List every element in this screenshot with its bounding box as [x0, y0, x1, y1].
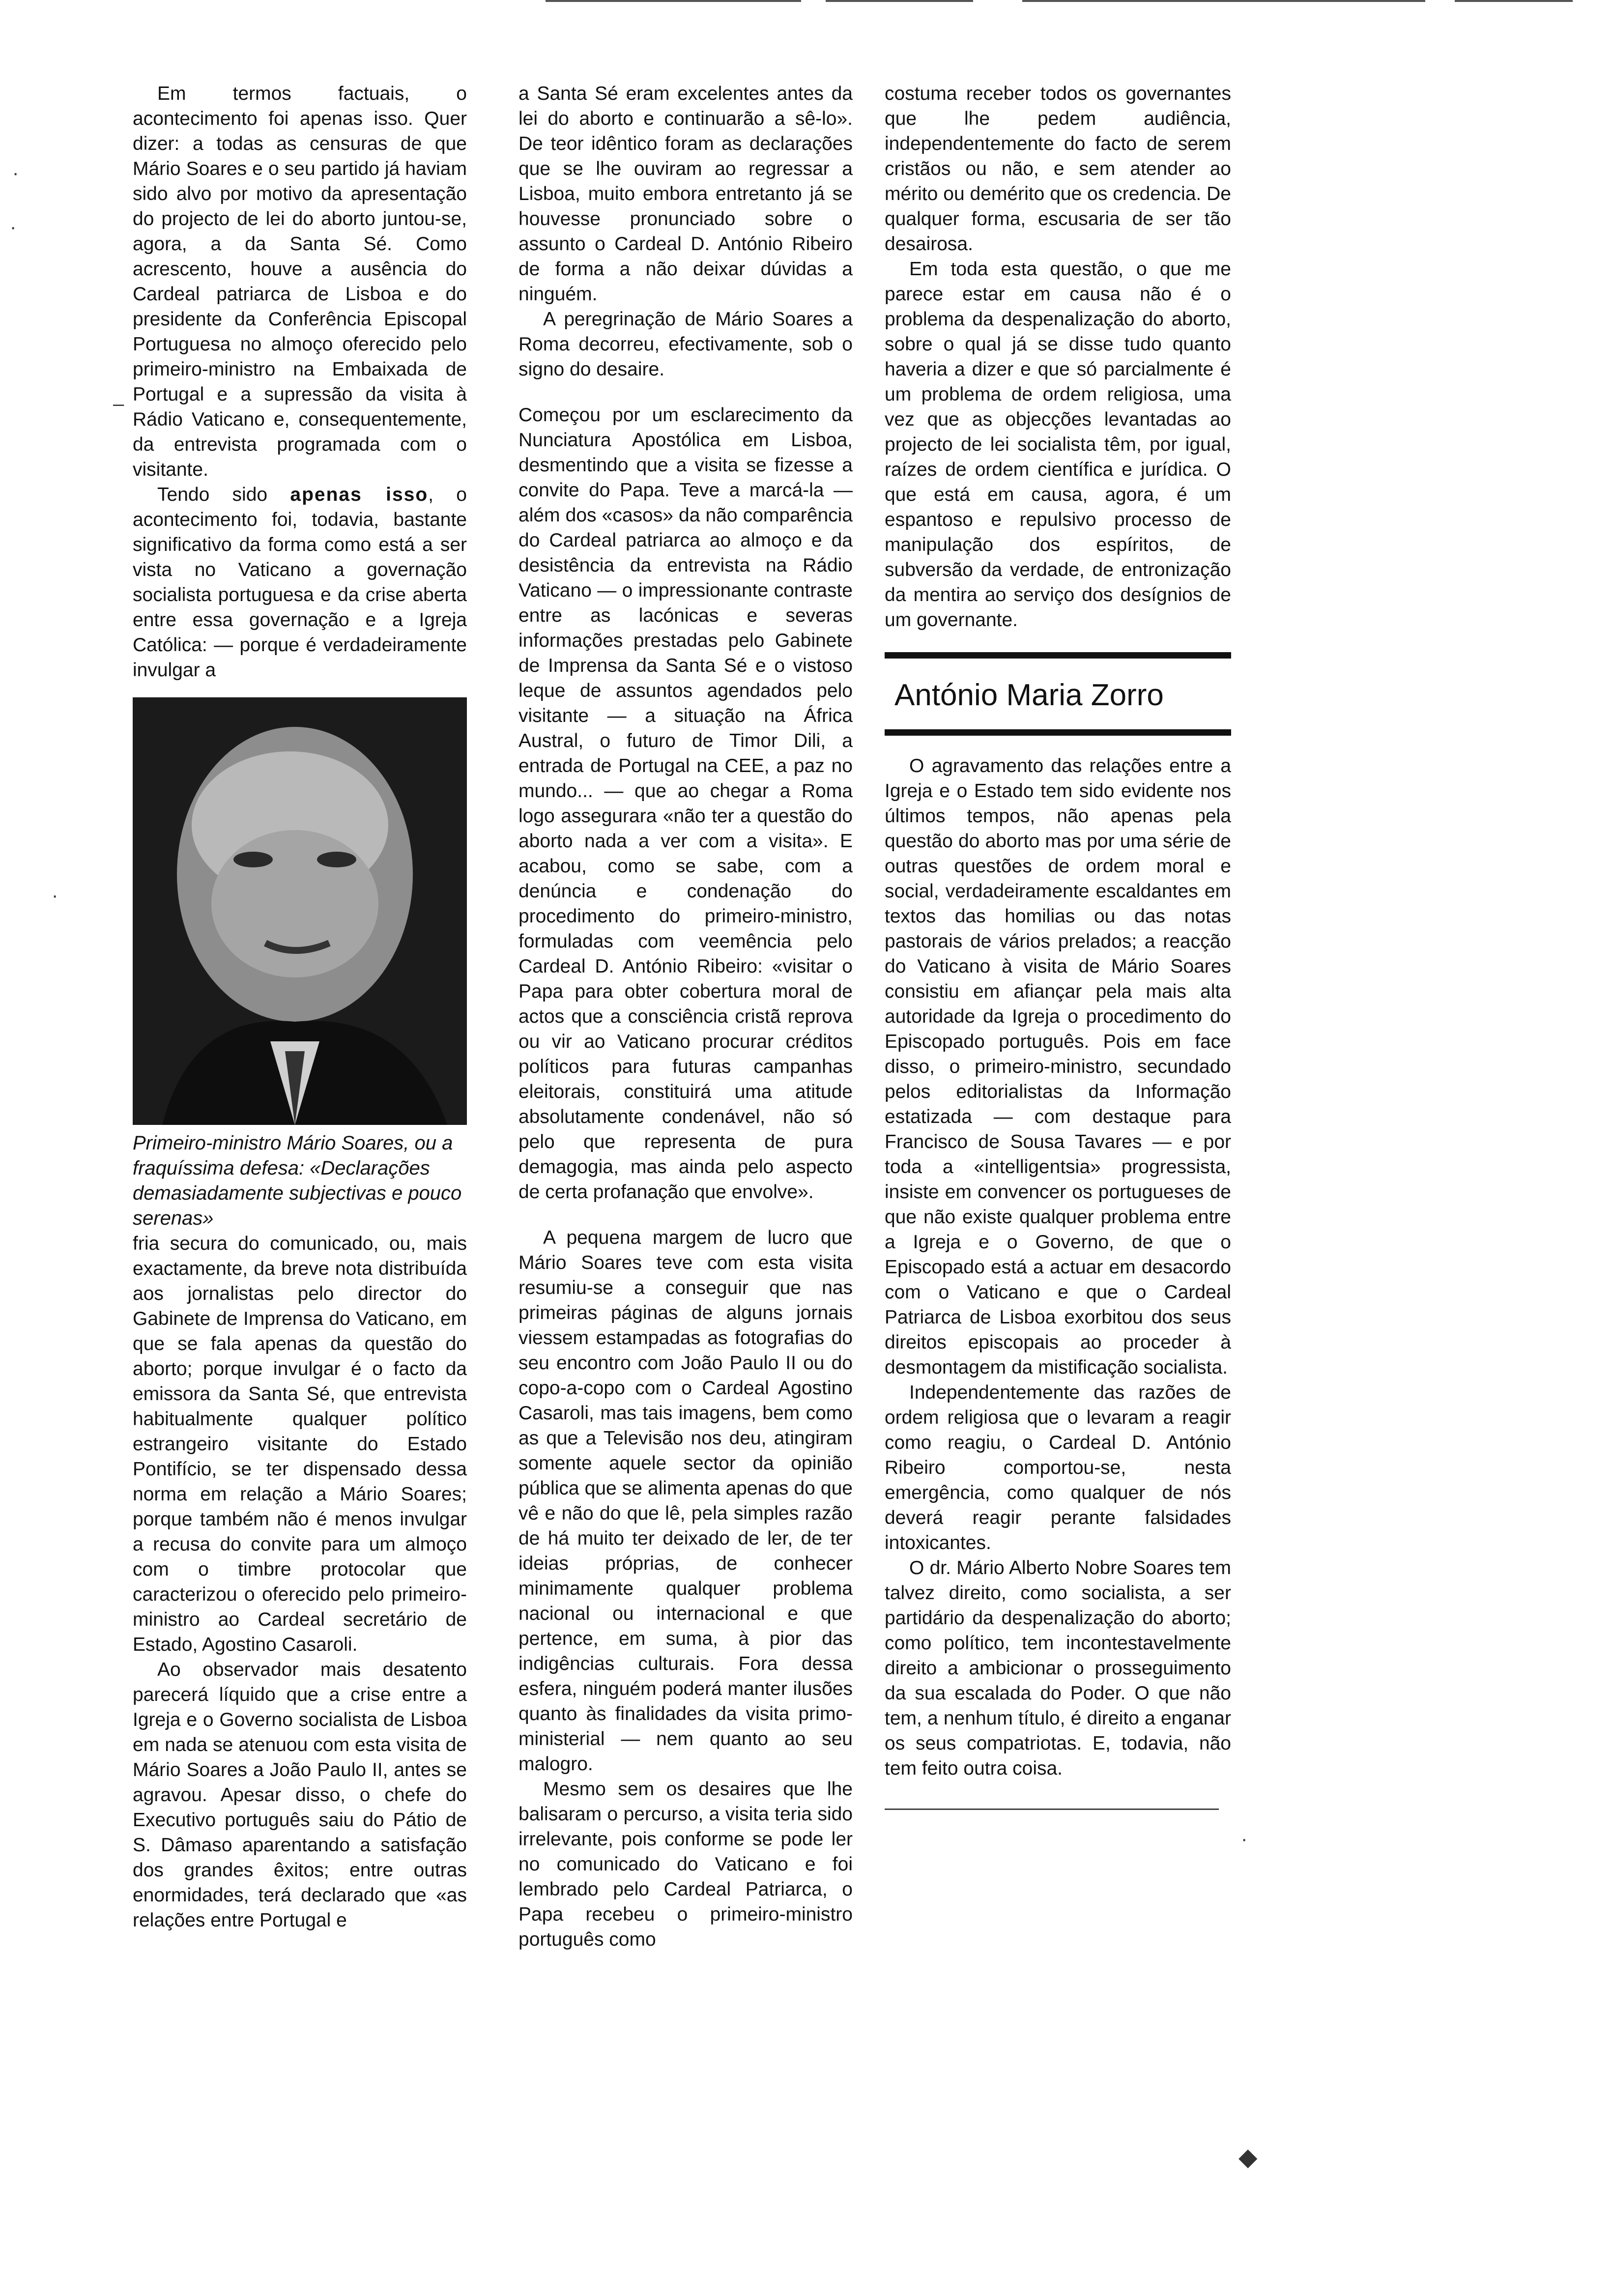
- portrait-image: [133, 697, 467, 1125]
- photo-caption: Primeiro-ministro Mário Soares, ou a fraquíssima defesa: «Declarações demasiadamente subjectivas e pouco serenas»: [133, 1132, 462, 1229]
- scan-mark: ◆: [1238, 2143, 1258, 2171]
- scan-mark: ·: [1241, 1828, 1248, 1850]
- article-paragraph: Mesmo sem os desaires que lhe balisaram o percurso, a visita teria sido irrelevante, pois conforme se pode ler no comunicado do Vaticano e foi lembrado pelo Cardeal Patriarca, o Papa recebeu o primeiro-ministro português como: [518, 1779, 853, 1950]
- article-paragraph: O dr. Mário Alberto Nobre Soares tem talvez direito, como socialista, a ser partidário da despenalização do aborto; como político, tem incontestavelmente direito a ambicionar o prosseguimento da sua escalada do Poder. O que não tem, a nenhum título, é direito a enganar os seus compatriotas. E, todavia, não tem feito outra coisa.: [885, 1557, 1231, 1779]
- top-rule: [546, 0, 801, 2]
- column-3: [885, 81, 1231, 1810]
- byline-rule-top: [885, 652, 1231, 659]
- article-paragraph: a Santa Sé eram excelentes antes da lei do aborto e continuarão a sê-lo». De teor idêntico foram as declarações que se lhe ouviram ao regressar a Lisboa, muito embora entretanto já se houvesse pronunciado sobre o assunto o Cardeal D. António Ribeiro de forma a não deixar dúvidas a ninguém.: [518, 83, 853, 305]
- article-paragraph: Começou por um esclarecimento da Nunciatura Apostólica em Lisboa, desmentindo que a visita se fizesse a convite do Papa. Teve a marcá-la — além dos «casos» da não comparência do Cardeal patriarca ao almoço e da desistência da entrevista na Rádio Vaticano — o impressionante contraste entre as lacónicas e severas informações prestadas pelo Gabinete de Imprensa da Santa Sé e o vistoso leque de assuntos agendados pelo visitante — a situação na África Austral, o futuro de Timor Dili, a entrada de Portugal na CEE, a paz no mundo... — que ao chegar a Roma logo assegurara «não ter a questão do aborto nada a ver com a visita». E acabou, como se sabe, com a denúncia e condenação do procedimento do primeiro-ministro, formuladas com veemência pelo Cardeal D. António Ribeiro: «visitar o Papa para obter cobertura moral de actos que a consciência cristã reprova ou vir ao Vaticano procurar créditos políticos para futuras campanhas eleitorais, constituirá uma atitude absolutamente condenável, não só pelo que representa de pura demagogia, mas ainda pelo aspecto de certa profanação que envolve».: [518, 404, 853, 1203]
- byline-rule-bottom: [885, 729, 1231, 736]
- column-2: [518, 81, 853, 1952]
- article-paragraph: costuma receber todos os governantes que lhe pedem audiência, independentemente do facto de serem cristãos ou não, e sem atender ao mérito ou demérito que os credencia. De qualquer forma, escusaria de ser tão desairosa.: [885, 83, 1231, 255]
- article-paragraph: fria secura do comunicado, ou, mais exactamente, da breve nota distribuída aos jornalistas pelo director do Gabinete de Imprensa do Vaticano, em que se fala apenas da questão do aborto; porque invulgar é o facto da emissora da Santa Sé, que entrevista habitualmente qualquer político estrangeiro visitante do Estado Pontifício, se ter dispensado dessa norma em relação a Mário Soares; porque também não é menos invulgar a recusa do convite para um almoço com o timbre protocolar que caracterizou o oferecido pelo primeiro-ministro ao Cardeal secretário de Estado, Agostino Casaroli.: [133, 1233, 467, 1655]
- article-paragraph: Em toda esta questão, o que me parece estar em causa não é o problema da despenalização do aborto, sobre o qual já se disse tudo quanto haveria a dizer e que só parcialmente é um problema de ordem religiosa, uma vez que as objecções levantadas ao projecto de lei socialista têm, por igual, raízes de ordem científica e jurídica. O que está em causa, agora, é um espantoso e repulsivo processo de manipulação dos espíritos, de subversão da verdade, de entronização da mentira ao serviço dos desígnios de um governante.: [885, 258, 1231, 631]
- scan-mark: ·: [52, 885, 58, 906]
- scan-mark: ·: [12, 162, 19, 184]
- article-paragraph: Tendo sido apenas isso, o acontecimento foi, todavia, bastante significativo da forma como está a ser vista no Vaticano a governação socialista portuguesa e da crise aberta entre essa governação e a Igreja Católica: — porque é verdadeiramente invulgar a: [133, 484, 467, 681]
- author-byline: António Maria Zorro: [894, 678, 1164, 712]
- article-paragraph: Em termos factuais, o acontecimento foi apenas isso. Quer dizer: a todas as censuras de que Mário Soares e o seu partido já haviam sido alvo por motivo da apresentação do projecto de lei do aborto juntou-se, agora, a da Santa Sé. Como acrescento, houve a ausência do Cardeal patriarca de Lisboa e do presidente da Conferência Episcopal Portuguesa no almoço oferecido pelo primeiro-ministro na Embaixada de Portugal e a supressão da visita à Rádio Vaticano e, consequentemente, da entrevista programada com o visitante.: [133, 83, 467, 480]
- top-rule: [1455, 0, 1573, 2]
- scan-mark: –: [113, 393, 124, 415]
- top-rule: [826, 0, 973, 2]
- article-paragraph: O agravamento das relações entre a Igreja e o Estado tem sido evidente nos últimos tempos, não apenas pela questão do aborto mas por uma série de outras questões de ordem moral e social, verdadeiramente escaldantes em textos das homilias ou das notas pastorais de vários prelados; a reacção do Vaticano à visita de Mário Soares consistiu em afiançar pela mais alta autoridade da Igreja o procedimento do Episcopado português. Pois em face disso, o primeiro-ministro, secundado pelos editorialistas da Informação estatizada — com destaque para Francisco de Sousa Tavares — e por toda a «intelligentsia» progressista, insiste em convencer os portugueses de que não existe qualquer problema entre a Igreja e o Governo, de que o Episcopado está a actuar em desacordo com o Vaticano e que o Cardeal Patriarca de Lisboa exorbitou dos seus direitos episcopais ao proceder à desmontagem da mistificação socialista.: [885, 755, 1231, 1378]
- article-paragraph: Ao observador mais desatento parecerá líquido que a crise entre a Igreja e o Governo socialista de Lisboa em nada se atenuou com esta visita de Mário Soares a João Paulo II, antes se agravou. Apesar disso, o chefe do Executivo português saiu do Pátio de S. Dâmaso aparentando a satisfação dos grandes êxitos; entre outras enormidades, terá declarado que «as relações entre Portugal e: [133, 1659, 467, 1931]
- article-paragraph: A pequena margem de lucro que Mário Soares teve com esta visita resumiu-se a conseguir que nas primeiras páginas de alguns jornais viessem estampadas as fotografias do seu encontro com João Paulo II ou do copo-a-copo com o Cardeal Agostino Casaroli, mas tais imagens, bem como as que a Televisão nos deu, atingiram somente aquele sector da opinião pública que se alimenta apenas do que vê e não do que lê, pela simples razão de há muito ter deixado de ler, de ter ideias próprias, de conhecer minimamente qualquer problema nacional ou internacional e que pertence, em suma, à pior das indigências culturais. Fora dessa esfera, ninguém poderá manter ilusões quanto às finalidades da visita primo-ministerial — nem quanto ao seu malogro.: [518, 1227, 853, 1775]
- column-1: [133, 81, 467, 1933]
- end-rule: [885, 1808, 1219, 1810]
- article-paragraph: Independentemente das razões de ordem religiosa que o levaram a reagir como reagiu, o Cardeal D. António Ribeiro comportou-se, nesta emergência, como qualquer de nós deverá reagir perante falsidades intoxicantes.: [885, 1382, 1231, 1553]
- top-rule: [1022, 0, 1425, 2]
- emphasis-text: apenas isso: [290, 484, 429, 505]
- scan-mark: ·: [10, 216, 17, 238]
- portrait-photo: [133, 697, 467, 1125]
- article-paragraph: A peregrinação de Mário Soares a Roma decorreu, efectivamente, sob o signo do desaire.: [518, 309, 853, 380]
